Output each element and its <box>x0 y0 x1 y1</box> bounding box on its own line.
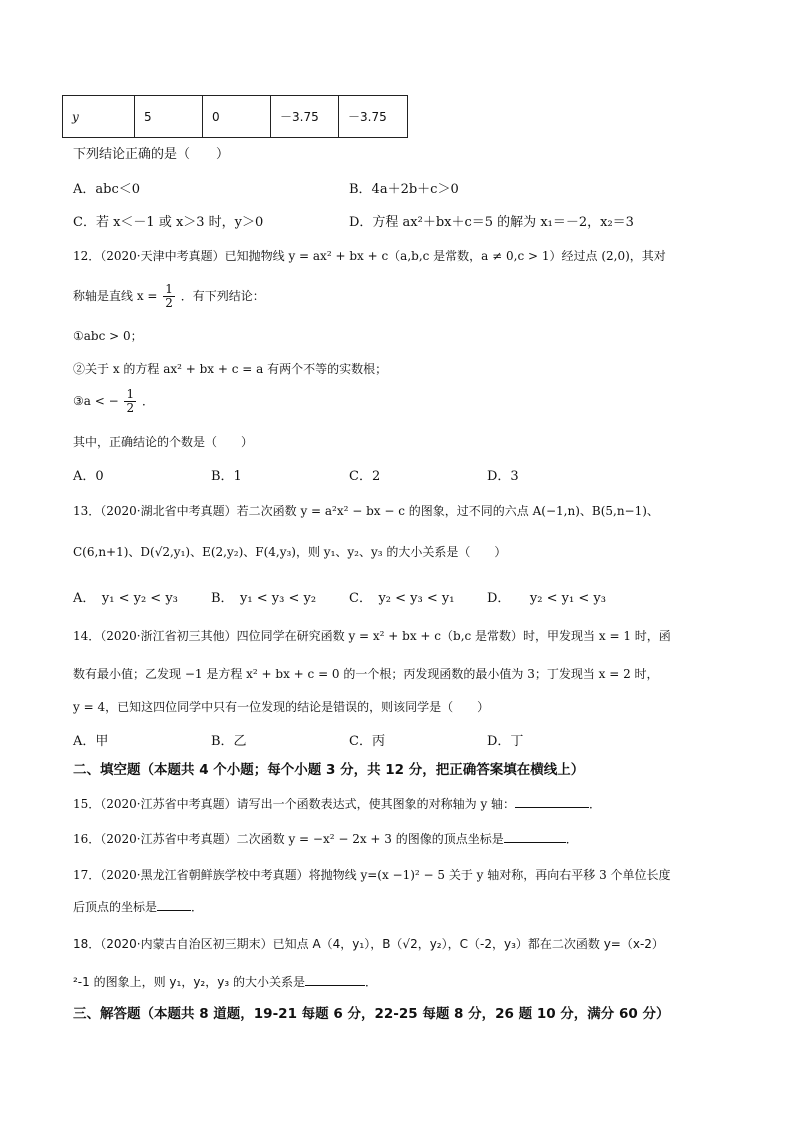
q18-text: ²-1 的图象上，则 y₁，y₂，y₃ 的大小关系是 <box>73 975 305 989</box>
q18-line2 <box>73 973 377 991</box>
answer-blank <box>157 898 191 911</box>
q12-option-a: A．0 <box>73 469 104 484</box>
q12-conclusion-1: ①abc > 0； <box>73 329 143 343</box>
q14-line1: 14．（2020·浙江省初三其他）四位同学在研究函数 y = x² + bx + c（b,c 是常数）时，甲发现当 x = 1 时，函 <box>73 629 671 643</box>
q16-end: ． <box>565 832 578 846</box>
q11-option-a: A．abc＜0 <box>73 182 141 197</box>
table-cell: 5 <box>135 96 203 138</box>
q14-line2: 数有最小值；乙发现 −1 是方程 x² + bx + c = 0 的一个根；丙发现函数的最小值为 3；丁发现当 x = 2 时， <box>73 667 659 681</box>
answer-blank <box>305 973 365 986</box>
q12-conclusion-2: ②关于 x 的方程 ax² + bx + c = a 有两个不等的实数根； <box>73 362 388 376</box>
q17-text: 后顶点的坐标是 <box>73 900 158 914</box>
fraction-numerator: 1 <box>165 282 173 296</box>
fraction <box>124 388 136 415</box>
q12-ask: 其中，正确结论的个数是（ ） <box>73 435 254 449</box>
q12-line2-post: ．有下列结论： <box>180 289 265 303</box>
q12-line2-pre: 称轴是直线 x = <box>73 289 158 303</box>
q15 <box>73 795 601 813</box>
q14-option-d: D．丁 <box>487 734 524 749</box>
q17-end: ． <box>191 900 204 914</box>
fraction-denominator: 2 <box>126 401 135 415</box>
table-cell: －3.75 <box>339 96 408 138</box>
table-cell: －3.75 <box>271 96 339 138</box>
q13-option-d: D． y₂ < y₁ < y₃ <box>487 591 606 606</box>
q12-c3-post: ． <box>141 394 154 408</box>
q18-line1: 18．（2020·内蒙古自治区初三期末）已知点 A（4，y₁），B（√2，y₂），C（-2，y₃）都在二次函数 y=（x-2） <box>73 937 664 951</box>
q12-c3-pre: ③a < − <box>73 394 119 408</box>
q13-option-b: B． y₁ < y₃ < y₂ <box>211 591 317 606</box>
q15-text: 15．（2020·江苏省中考真题）请写出一个函数表达式，使其图象的对称轴为 y 轴： <box>73 797 516 811</box>
fraction-denominator: 2 <box>165 296 173 310</box>
q16 <box>73 830 578 848</box>
q14-line3: y = 4，已知这四位同学中只有一位发现的结论是错误的，则该同学是（ ） <box>73 700 490 714</box>
q13-line1: 13．（2020·湖北省中考真题）若二次函数 y = a²x² − bx − c 的图象，过不同的六点 A(−1,n)、B(5,n−1)、 <box>73 504 659 518</box>
q11-stem: 下列结论正确的是（ ） <box>73 147 230 162</box>
q15-end: ． <box>589 797 602 811</box>
q12-line2 <box>73 283 265 310</box>
q18-end: ． <box>364 975 377 989</box>
section-heading-answer: 三、解答题（本题共 8 道题，19-21 每题 6 分，22-25 每题 8 分，26 题 10 分，满分 60 分） <box>73 1006 670 1022</box>
q14-option-b: B．乙 <box>211 734 247 749</box>
q13-line2: C(6,n+1)、D(√2,y₁)、E(2,y₂)、F(4,y₃)，则 y₁、y₂、y₃ 的大小关系是（ ） <box>73 545 507 559</box>
table-row <box>63 96 408 138</box>
value-table <box>62 95 408 138</box>
q13-option-c: C． y₂ < y₃ < y₁ <box>349 591 455 606</box>
q17-line2 <box>73 898 203 916</box>
q12-option-c: C．2 <box>349 469 381 484</box>
q11-option-c: C．若 x＜－1 或 x＞3 时，y＞0 <box>73 215 264 230</box>
fraction <box>163 283 175 310</box>
q14-option-c: C．丙 <box>349 734 385 749</box>
q12-option-d: D．3 <box>487 469 519 484</box>
q14-option-a: A．甲 <box>73 734 109 749</box>
fraction-numerator: 1 <box>126 387 135 401</box>
q12-option-b: B．1 <box>211 469 242 484</box>
table-cell: y <box>63 96 135 138</box>
answer-blank <box>504 830 566 843</box>
q12-conclusion-3 <box>73 388 154 415</box>
q16-text: 16．（2020·江苏省中考真题）二次函数 y = −x² − 2x + 3 的图像的顶点坐标是 <box>73 832 504 846</box>
answer-blank <box>515 795 589 808</box>
q11-option-b: B．4a＋2b＋c＞0 <box>349 182 459 197</box>
table-cell: 0 <box>203 96 271 138</box>
q13-option-a: A． y₁ < y₂ < y₃ <box>73 591 178 606</box>
section-heading-fill-in: 二、填空题（本题共 4 个小题；每个小题 3 分，共 12 分，把正确答案填在横线上） <box>73 762 585 778</box>
q11-option-d: D．方程 ax²＋bx＋c＝5 的解为 x₁＝－2，x₂＝3 <box>349 215 634 230</box>
q17-line1: 17．（2020·黑龙江省朝鲜族学校中考真题）将抛物线 y=(x −1)² − 5 关于 y 轴对称，再向右平移 3 个单位长度 <box>73 868 671 882</box>
q12-line1: 12．（2020·天津中考真题）已知抛物线 y = ax² + bx + c（a,b,c 是常数，a ≠ 0,c > 1）经过点 (2,0)，其对 <box>73 249 666 263</box>
